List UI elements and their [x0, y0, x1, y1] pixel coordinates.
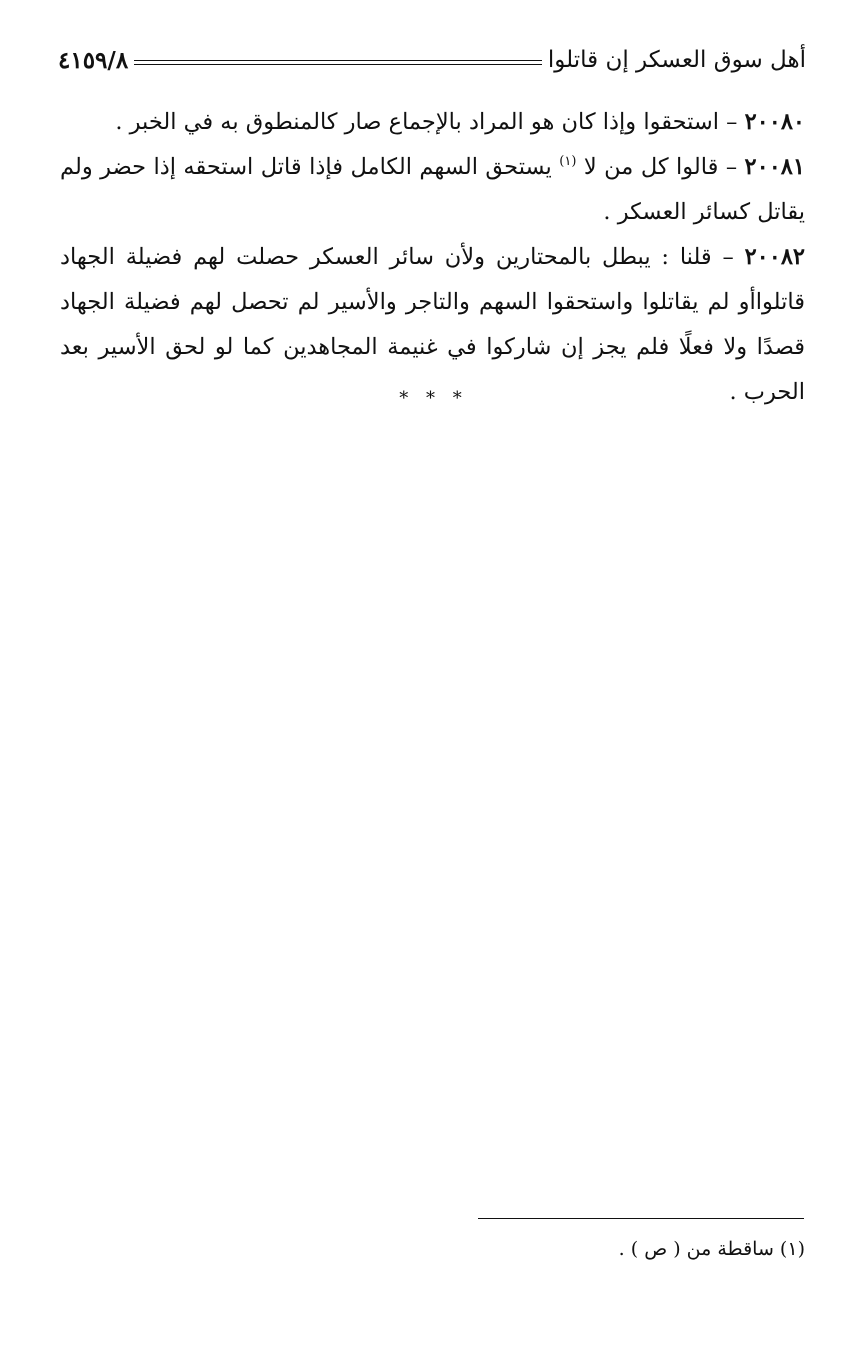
body-text: [60, 100, 805, 415]
footnote-marker: (١): [559, 154, 577, 169]
paragraph-number: ٢٠٠٨١: [744, 154, 805, 180]
footnote: (١) ساقطة من ( ص ) .: [618, 1238, 805, 1260]
paragraph-text: – قلنا : يبطل بالمحتارين ولأن سائر العسكر حصلت لهم فضيلة الجهاد قاتلواأو لم يقاتلوا واستحقوا السهم والتاجر والأسير لم تحصل لهم فضيلة الجهاد قصدًا ولا فعلًا فلم يجز إن شاركوا في غنيمة المجاهدين كما لو لحق الأسير بعد الحرب .: [60, 244, 805, 405]
header-page-reference: ٤١٥٩/٨: [58, 46, 129, 74]
paragraph-20080: [60, 100, 805, 145]
paragraph-number: ٢٠٠٨٠: [744, 109, 805, 135]
paragraph-20081: [60, 145, 805, 235]
section-separator: * * *: [399, 388, 468, 409]
running-header: [58, 40, 806, 80]
paragraph-text: – استحقوا وإذا كان هو المراد بالإجماع صار كالمنطوق به في الخبر .: [115, 109, 745, 135]
paragraph-text: يستحق السهم الكامل فإذا قاتل استحقه إذا حضر ولم يقاتل كسائر العسكر .: [60, 154, 805, 225]
paragraph-number: ٢٠٠٨٢: [744, 244, 805, 270]
paragraph-text: – قالوا كل من لا: [576, 154, 745, 180]
footnote-rule: [478, 1218, 804, 1219]
header-rule: [134, 60, 542, 65]
header-title: أهل سوق العسكر إن قاتلوا: [547, 47, 806, 73]
